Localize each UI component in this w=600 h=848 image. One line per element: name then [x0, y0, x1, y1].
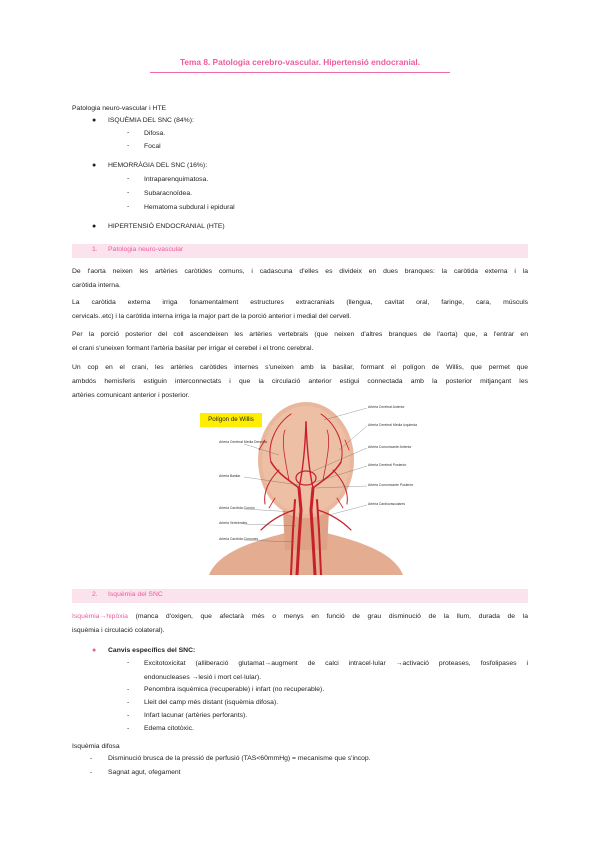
fig-label-left: Arteria Cerebral Media Derecha: [219, 440, 267, 444]
bullet-icon: ●: [92, 647, 97, 654]
dash-icon: -: [127, 699, 130, 706]
difosa-item: Disminució brusca de la pressió de perfusió (TAS<60mmHg) = mecanisme que s'incop.: [108, 755, 371, 762]
section2-title: Isquèmia del SNC: [108, 591, 163, 598]
section1-paragraph-4: Un cop en el crani, les artèries caròtides internes s'uneixen amb la basilar, formant el polígon de Willis, que permet que ambdós hemisferis estiguin interconnectats i que la circulació anterior estigui connectada amb la posterior mitjançant les artèries comunicant anterior i posterior.: [72, 364, 528, 399]
outline-sub: Focal: [144, 143, 161, 150]
outline-item-hemorragia: HEMORRÀGIA DEL SNC (16%):: [108, 162, 208, 169]
section1-paragraph-2: La caròtida externa irriga fonamentalment estructures extracranials (llengua, cavitat oral, faringe, cara, músculs cervicals..etc) i la caròtida interna irriga la major part de la porció anterior i medial del cervell.: [72, 299, 528, 320]
dash-icon: -: [127, 203, 130, 210]
fig-label-right: Arteria Cardiovasculares: [368, 502, 406, 506]
section2-intro: Isquèmia→hipòxia (manca d'oxigen, que afectarà més o menys en funció de grau disminució de la llum, durada de la isquèmia i circulació colateral).: [72, 613, 528, 634]
difosa-heading: Isquèmia difosa: [72, 743, 120, 750]
dash-icon: -: [127, 686, 130, 693]
dash-icon: -: [127, 712, 130, 719]
outline-sub: Hematoma subdural i epidural: [144, 204, 235, 211]
dash-icon: -: [127, 175, 130, 182]
fig-label-left: Arteria Basilar: [219, 474, 241, 478]
outline-item-isquemia: ISQUÈMIA DEL SNC (84%):: [108, 117, 194, 124]
bullet-icon: ●: [92, 117, 97, 124]
fig-label-right: Arteria Cerebral Media Izquierda: [368, 423, 417, 427]
dash-icon: -: [127, 659, 130, 666]
canvis-sub: Penombra isquèmica (recuperable) i infart (no recuperable).: [144, 686, 325, 693]
canvis-sub: Edema citotòxic.: [144, 725, 194, 732]
dash-icon: -: [127, 725, 130, 732]
page-title: Tema 8. Patologia cerebro-vascular. Hipertensió endocranial.: [179, 57, 421, 67]
dash-icon: -: [127, 129, 130, 136]
section1-paragraph-1: De l'aorta neixen les artèries caròtides comuns, i cadascuna d'elles es divideix en dues branques: la caròtida externa i la caròtida interna.: [72, 268, 528, 289]
fig-label-left: Arteria Vertebrales: [219, 521, 248, 525]
fig-label-right: Arteria Cerebral Posterior: [368, 463, 407, 467]
isquemia-term: Isquèmia→hipòxia: [72, 613, 128, 620]
section1-number: 1.: [92, 246, 98, 253]
bullet-icon: ●: [92, 162, 97, 169]
canvis-sub: Infart lacunar (artèries perforants).: [144, 712, 248, 719]
canvis-label: Canvis específics del SNC:: [108, 647, 196, 654]
outline-sub: Subaracnoïdea.: [144, 190, 192, 197]
title-underline: [150, 72, 450, 73]
section2-number: 2.: [92, 591, 98, 598]
willis-tag: Polígon de Willis: [200, 413, 262, 427]
canvis-sub-1: Excitotoxicitat (alliberació glutamat→augment de calci intracel·lular →activació proteases, fosfolipases i endonucleases →lesió i mort cel·lular).: [144, 660, 528, 681]
fig-label-right: Arteria Comunicante Posterior: [368, 483, 414, 487]
section1-title: Patologia neuro-vascular: [108, 246, 184, 253]
canvis-sub: Lleit del camp més distant (isquèmia difosa).: [144, 699, 279, 706]
outline-heading: Patologia neuro-vascular i HTE: [72, 105, 167, 112]
fig-label-right: Arteria Comunicante Anterior: [368, 445, 412, 449]
outline-sub: Intraparenquimatosa.: [144, 176, 209, 183]
fig-label-left: Arteria Carótida Comunes: [219, 537, 259, 541]
section1-paragraph-3: Per la porció posterior del coll ascendeixen les artèries vertebrals (que neixen d'altres branques de l'aorta) que, a l'entrar en el crani s'uneixen formant l'artèria basilar per irrigar el cerebel i el tronc cerebral.: [72, 331, 528, 352]
dash-icon: -: [90, 755, 93, 762]
dash-icon: -: [127, 142, 130, 149]
difosa-item: Sagnat agut, ofegament: [108, 769, 181, 776]
outline-sub: Difosa.: [144, 130, 166, 137]
dash-icon: -: [90, 769, 93, 776]
bullet-icon: ●: [92, 223, 97, 230]
fig-label-left: Arteria Carótida Común: [219, 506, 255, 510]
fig-label-right: Arteria Cerebral Anterior: [368, 405, 405, 409]
outline-item-hte: HIPERTENSIÓ ENDOCRANIAL (HTE): [108, 223, 225, 230]
dash-icon: -: [127, 189, 130, 196]
